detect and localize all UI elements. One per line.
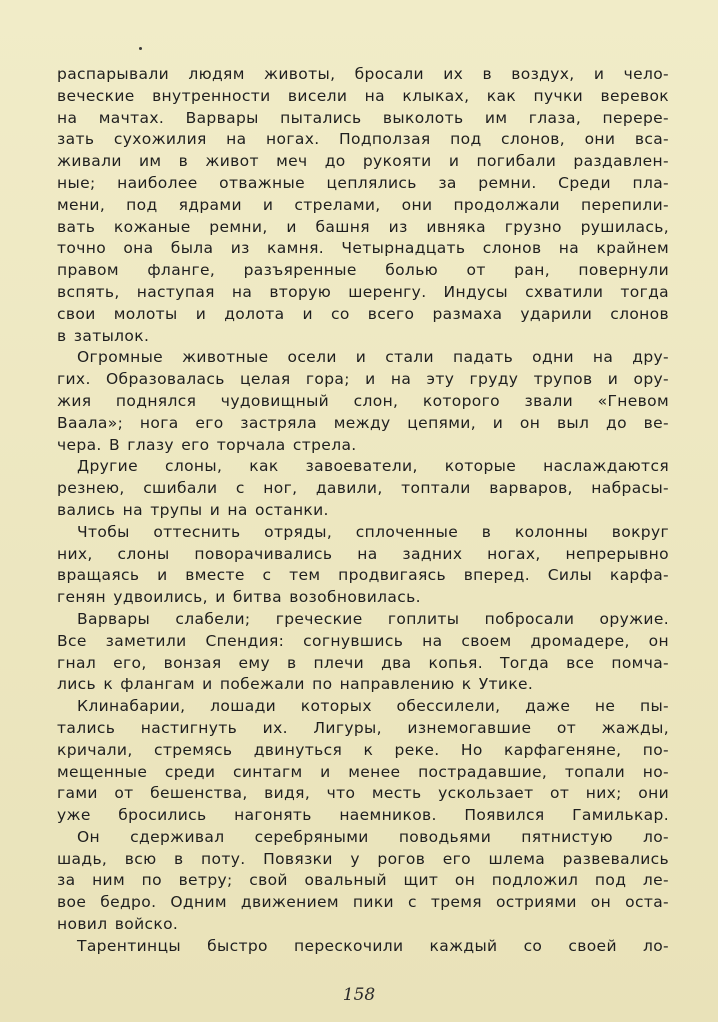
page-number: 158 xyxy=(342,985,376,1005)
text-line: правом фланге, разъяренные болью от ран, повернули xyxy=(57,261,669,280)
text-line: Он сдерживал серебряными поводьями пятнистую ло- xyxy=(77,827,669,846)
text-line: Все заметили Спендия: согнувшись на своем дромадере, он xyxy=(57,631,669,650)
text-line: вать кожаные ремни, и башня из ивняка грузно рушилась, xyxy=(57,217,669,236)
text-line: свои молоты и долота и со всего размаха ударили слонов xyxy=(57,304,669,323)
paragraph-start-line: Клинабарии, лошади которых обессилели, даже не пы- xyxy=(77,697,669,716)
text-line: шадь, всю в поту. Повязки у рогов его шлема развевались xyxy=(57,849,669,868)
ink-speck xyxy=(139,47,142,50)
paragraph-start-line: Варвары слабели; греческие гоплиты побросали оружие. xyxy=(77,609,669,628)
text-line: уже бросились нагонять наемников. Появился Гамилькар. xyxy=(57,806,669,825)
text-line: мени, под ядрами и стрелами, они продолжали перепили- xyxy=(57,195,669,214)
text-line: распарывали людям животы, бросали их в воздух, и чело- xyxy=(57,65,669,83)
text-line: точно она была из камня. Четырнадцать слонов на крайнем xyxy=(57,239,669,258)
text-line: вращаясь и вместе с тем продвигаясь вперед. Силы карфа- xyxy=(57,566,669,585)
text-line: мещенные среди синтагм и менее пострадавшие, топали но- xyxy=(57,762,669,781)
text-line: вались на трупы и на останки. xyxy=(57,500,329,519)
text-line: резнею, сшибали с ног, давили, топтали варваров, набрасы- xyxy=(57,479,669,498)
paragraph-start-line: Чтобы оттеснить отряды, сплоченные в колонны вокруг xyxy=(77,522,669,541)
text-line: в затылок. xyxy=(57,326,150,345)
paragraph-start-line: Тарентинцы быстро перескочили каждый со своей ло- xyxy=(77,936,669,955)
text-line: вое бедро. Одним движением пики с тремя остриями он оста- xyxy=(57,893,669,912)
text-line: новил войско. xyxy=(57,915,179,934)
text-line: кричали, стремясь двинуться к реке. Но карфагеняне, по- xyxy=(57,740,669,759)
text-line: жия поднялся чудовищный слон, которого звали «Гневом xyxy=(57,391,669,410)
text-line: на мачтах. Варвары пытались выколоть им глаза, перере- xyxy=(57,108,669,127)
text-line: живали им в живот меч до рукояти и погибали раздавлен- xyxy=(57,152,669,171)
body-text xyxy=(57,64,669,958)
text-line: лись к флангам и побежали по направлению к Утике. xyxy=(57,675,534,694)
text-line: гами от бешенства, видя, что месть ускользает от них; они xyxy=(57,784,669,803)
text-line: них, слоны поворачивались на задних ногах, непрерывно xyxy=(57,544,669,563)
text-line: веческие внутренности висели на клыках, как пучки веревок xyxy=(57,86,669,105)
text-line: чера. В глазу его торчала стрела. xyxy=(57,435,357,454)
text-line: гнал его, вонзая ему в плечи два копья. Тогда все помча- xyxy=(57,653,669,672)
text-line: за ним по ветру; свой овальный щит он подложил под ле- xyxy=(57,871,669,890)
text-line: вспять, наступая на вторую шеренгу. Индусы схватили тогда xyxy=(57,282,669,301)
paragraph-start-line: Другие слоны, как завоеватели, которые наслаждаются xyxy=(77,457,669,476)
text-line: ные; наиболее отважные цеплялись за ремни. Среди пла- xyxy=(57,173,669,192)
text-line: гих. Образовалась целая гора; и на эту груду трупов и ору- xyxy=(57,370,669,389)
text-line: зать сухожилия на ногах. Подползая под слонов, они вса- xyxy=(57,130,669,149)
text-line: генян удвоились, и битва возобновилась. xyxy=(57,588,421,607)
paragraph-start-line: Огромные животные осели и стали падать одни на дру- xyxy=(77,348,669,367)
text-line: Ваала»; нога его застряла между цепями, и он выл до ве- xyxy=(57,413,669,432)
text-line: тались настигнуть их. Лигуры, изнемогавшие от жажды, xyxy=(57,718,669,737)
